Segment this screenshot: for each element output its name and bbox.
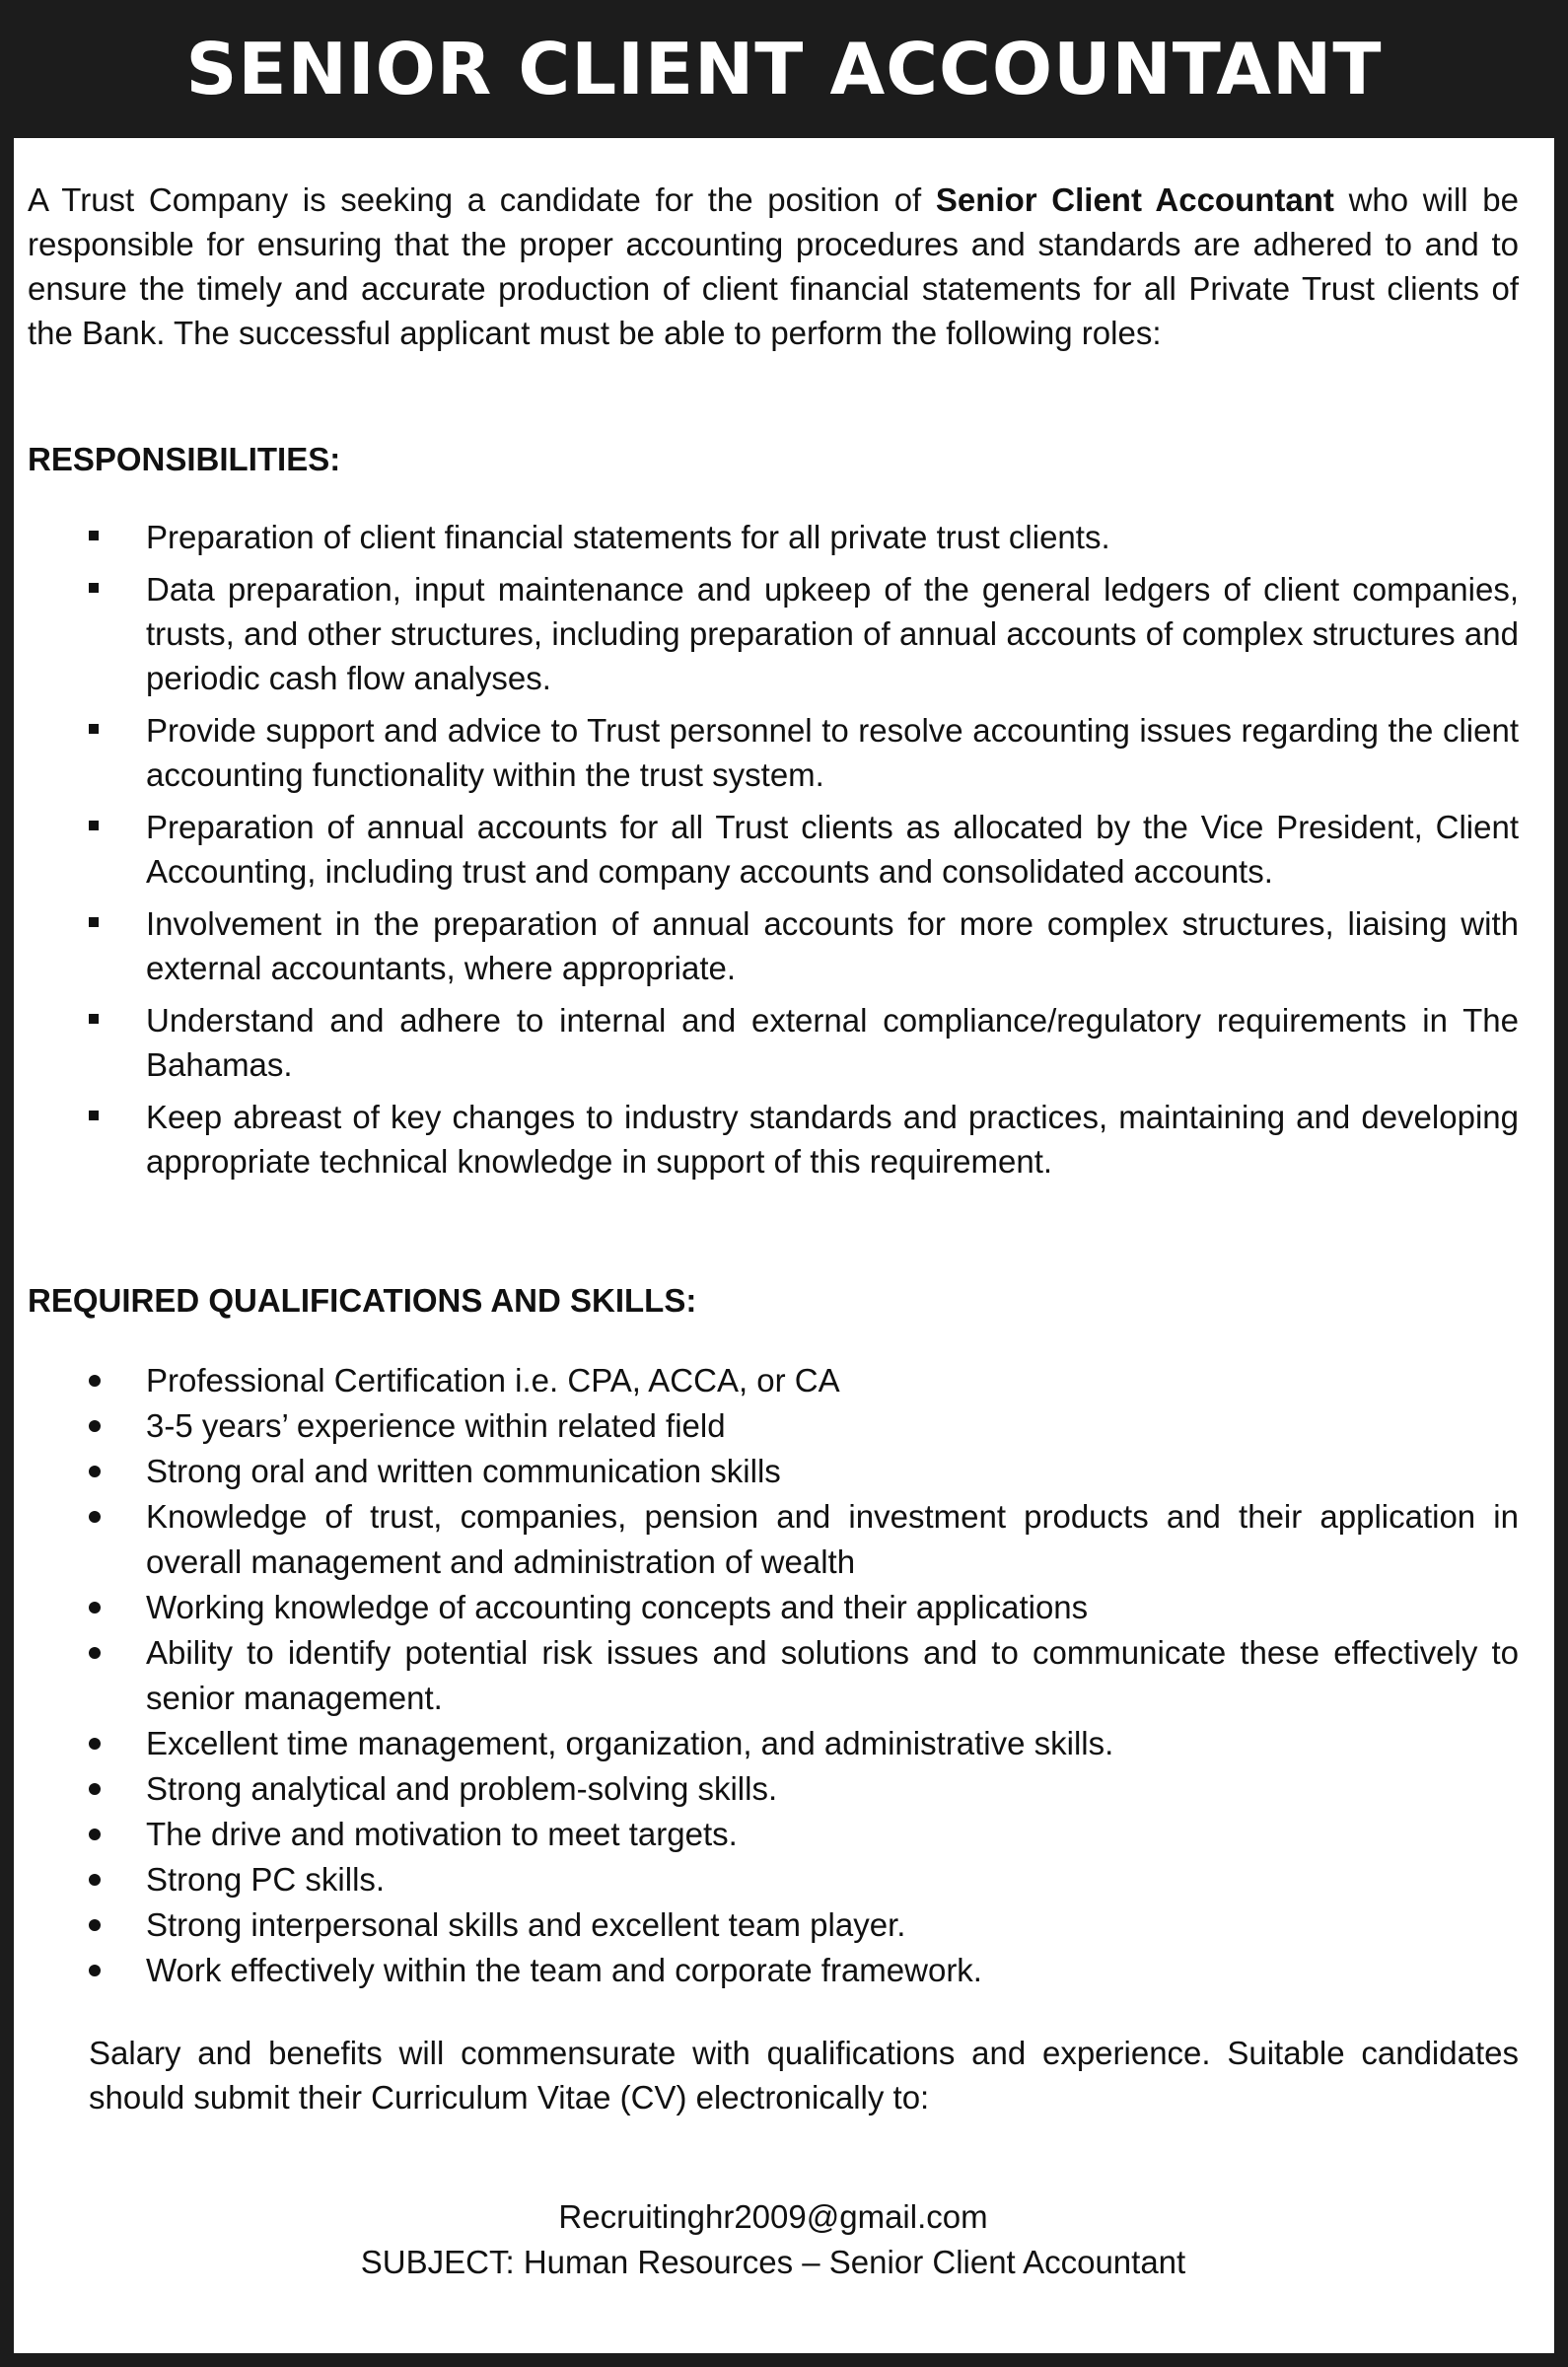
round-bullet-icon: [89, 1874, 101, 1886]
round-bullet-icon: [89, 1919, 101, 1931]
list-item: [28, 901, 1519, 990]
list-item-text: Provide support and advice to Trust personnel to resolve accounting issues regarding the client accounting functionality within the trust system.: [146, 712, 1519, 793]
list-item: [28, 805, 1519, 894]
list-item-text: Understand and adhere to internal and external compliance/regulatory requirements in The Bahamas.: [146, 1002, 1519, 1083]
list-item: [28, 1948, 1519, 1993]
square-bullet-icon: [89, 531, 99, 540]
list-item: [28, 1630, 1519, 1721]
list-item: [28, 1766, 1519, 1812]
list-item-text: Ability to identify potential risk issues and solutions and to communicate these effectively to senior management.: [146, 1634, 1519, 1716]
list-item: [28, 1358, 1519, 1403]
square-bullet-icon: [89, 821, 99, 830]
list-item-text: Strong analytical and problem-solving skills.: [146, 1770, 778, 1807]
square-bullet-icon: [89, 724, 99, 734]
round-bullet-icon: [89, 1511, 101, 1523]
list-item: [28, 515, 1519, 559]
job-ad-body: [28, 138, 1519, 2285]
intro-paragraph: [28, 178, 1519, 355]
round-bullet-icon: [89, 1738, 101, 1750]
responsibilities-heading: RESPONSIBILITIES:: [28, 441, 341, 477]
list-item: [28, 1494, 1519, 1585]
intro-text-end: who will be responsible for ensuring that the proper accounting procedures and standards are adhered to and to ensure the timely and accurate production of client financial statements for all Private Trust clients of the Bank. The successful applicant must be able to perform the following roles:: [28, 181, 1519, 351]
list-item-text: Strong PC skills.: [146, 1861, 386, 1898]
list-item-text: Preparation of client financial statements for all private trust clients.: [146, 519, 1110, 555]
round-bullet-icon: [89, 1783, 101, 1795]
qualifications-heading: REQUIRED QUALIFICATIONS AND SKILLS:: [28, 1282, 697, 1319]
list-item-text: Work effectively within the team and corporate framework.: [146, 1952, 982, 1988]
list-item: [28, 1585, 1519, 1630]
list-item-text: Involvement in the preparation of annual accounts for more complex structures, liaising with external accountants, where appropriate.: [146, 905, 1519, 986]
list-item: [28, 708, 1519, 797]
list-item-text: Working knowledge of accounting concepts and their applications: [146, 1589, 1089, 1625]
round-bullet-icon: [89, 1965, 101, 1976]
list-item-text: Professional Certification i.e. CPA, ACCA, or CA: [146, 1362, 840, 1399]
round-bullet-icon: [89, 1466, 101, 1477]
square-bullet-icon: [89, 1014, 99, 1024]
list-item: [28, 567, 1519, 700]
list-item-text: Keep abreast of key changes to industry standards and practices, maintaining and developing appropriate technical knowledge in support of this requirement.: [146, 1099, 1519, 1180]
list-item: [28, 1721, 1519, 1766]
intro-text-start: A Trust Company is seeking a candidate for the position of: [28, 181, 936, 218]
list-item-text: Knowledge of trust, companies, pension and investment products and their application in overall management and administration of wealth: [146, 1498, 1519, 1580]
round-bullet-icon: [89, 1647, 101, 1659]
square-bullet-icon: [89, 583, 99, 593]
contact-block: [28, 2194, 1519, 2285]
list-item-text: Strong oral and written communication skills: [146, 1453, 781, 1489]
contact-email: Recruitinghr2009@gmail.com: [558, 2198, 988, 2235]
list-item: [28, 1403, 1519, 1449]
round-bullet-icon: [89, 1829, 101, 1840]
closing-paragraph: Salary and benefits will commensurate with qualifications and experience. Suitable candidates should submit their Curriculum Vitae (CV) electronically to:: [89, 2035, 1519, 2116]
list-item-text: Excellent time management, organization, and administrative skills.: [146, 1725, 1114, 1761]
page-title: SENIOR CLIENT ACCOUNTANT: [0, 0, 1568, 138]
intro-position-name: Senior Client Accountant: [935, 181, 1334, 218]
round-bullet-icon: [89, 1420, 101, 1432]
list-item-text: Preparation of annual accounts for all Trust clients as allocated by the Vice President, Client Accounting, including trust and company accounts and consolidated accounts.: [146, 809, 1519, 890]
square-bullet-icon: [89, 1111, 99, 1120]
list-item: [28, 1095, 1519, 1184]
responsibilities-list: [28, 515, 1519, 1184]
square-bullet-icon: [89, 917, 99, 927]
list-item: [28, 1449, 1519, 1494]
list-item: [28, 1812, 1519, 1857]
round-bullet-icon: [89, 1375, 101, 1387]
list-item-text: Data preparation, input maintenance and upkeep of the general ledgers of client companies, trusts, and other structures, including preparation of annual accounts of complex structures and periodic cash flow analyses.: [146, 571, 1519, 696]
round-bullet-icon: [89, 1602, 101, 1614]
list-item: [28, 1857, 1519, 1902]
list-item: [28, 1902, 1519, 1948]
contact-subject: SUBJECT: Human Resources – Senior Client Accountant: [360, 2244, 1186, 2280]
list-item: [28, 998, 1519, 1087]
list-item-text: Strong interpersonal skills and excellent team player.: [146, 1906, 906, 1943]
list-item-text: 3-5 years’ experience within related field: [146, 1407, 726, 1444]
list-item-text: The drive and motivation to meet targets.: [146, 1816, 738, 1852]
qualifications-list: [28, 1358, 1519, 1993]
